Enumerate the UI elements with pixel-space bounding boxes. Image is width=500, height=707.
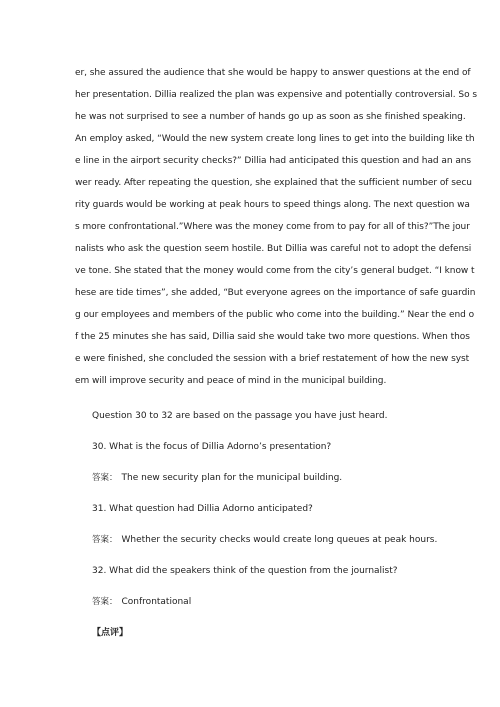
passage-line-2: her presentation. Dillia realized the plan was expensive and potentially controversial. So s bbox=[75, 90, 477, 100]
answer-30 bbox=[92, 472, 452, 484]
question-32: 32. What did the speakers think of the question from the journalist? bbox=[92, 566, 398, 576]
answer-text: The new security plan for the municipal building. bbox=[121, 473, 343, 483]
passage-line-4: An employ asked, “Would the new system create long lines to get into the building like th bbox=[75, 134, 475, 144]
passage-line-1: er, she assured the audience that she would be happy to answer questions at the end of bbox=[75, 68, 471, 78]
answer-label: 答案： bbox=[92, 535, 118, 545]
passage-line-9: nalists who ask the question seem hostile. But Dillia was careful not to adopt the defensi bbox=[75, 244, 472, 254]
passage-line-14: e were finished, she concluded the session with a brief restatement of how the new syst bbox=[75, 354, 470, 364]
passage-line-11: hese are tide times”, she added, “But everyone agrees on the importance of safe guardin bbox=[75, 288, 476, 298]
answer-text: Confrontational bbox=[121, 597, 192, 607]
passage-line-13: f the 25 minutes she has said, Dillia said she would take two more questions. When thos bbox=[75, 332, 470, 342]
questions-intro: Question 30 to 32 are based on the passage you have just heard. bbox=[92, 411, 388, 421]
answer-label: 答案： bbox=[92, 473, 118, 483]
passage-line-8: s more confrontational.”Where was the money come from to pay for all of this?”The jour bbox=[75, 222, 470, 232]
answer-text: Whether the security checks would create long queues at peak hours. bbox=[121, 535, 438, 545]
answer-label: 答案： bbox=[92, 597, 118, 607]
passage-line-12: g our employees and members of the public who come into the building.” Near the end o bbox=[75, 310, 475, 320]
comment-heading: 【点评】 bbox=[92, 628, 129, 638]
passage-line-10: ve tone. She stated that the money would come from the city’s general budget. “I know t bbox=[75, 266, 475, 276]
passage-line-7: rity guards would be working at peak hours to speed things along. The next question wa bbox=[75, 200, 470, 210]
answer-32 bbox=[92, 596, 452, 608]
question-31: 31. What question had Dillia Adorno anticipated? bbox=[92, 504, 313, 514]
passage-line-5: e line in the airport security checks?” Dillia had anticipated this question and had an ans bbox=[75, 156, 472, 166]
passage-line-3: he was not surprised to see a number of hands go up as soon as she finished speaking. bbox=[75, 112, 466, 122]
passage-line-6: wer ready. After repeating the question, she explained that the sufficient number of secu bbox=[75, 178, 472, 188]
answer-31 bbox=[92, 534, 452, 546]
question-30: 30. What is the focus of Dillia Adorno’s presentation? bbox=[92, 442, 332, 452]
passage-line-15: em will improve security and peace of mind in the municipal building. bbox=[75, 376, 387, 386]
